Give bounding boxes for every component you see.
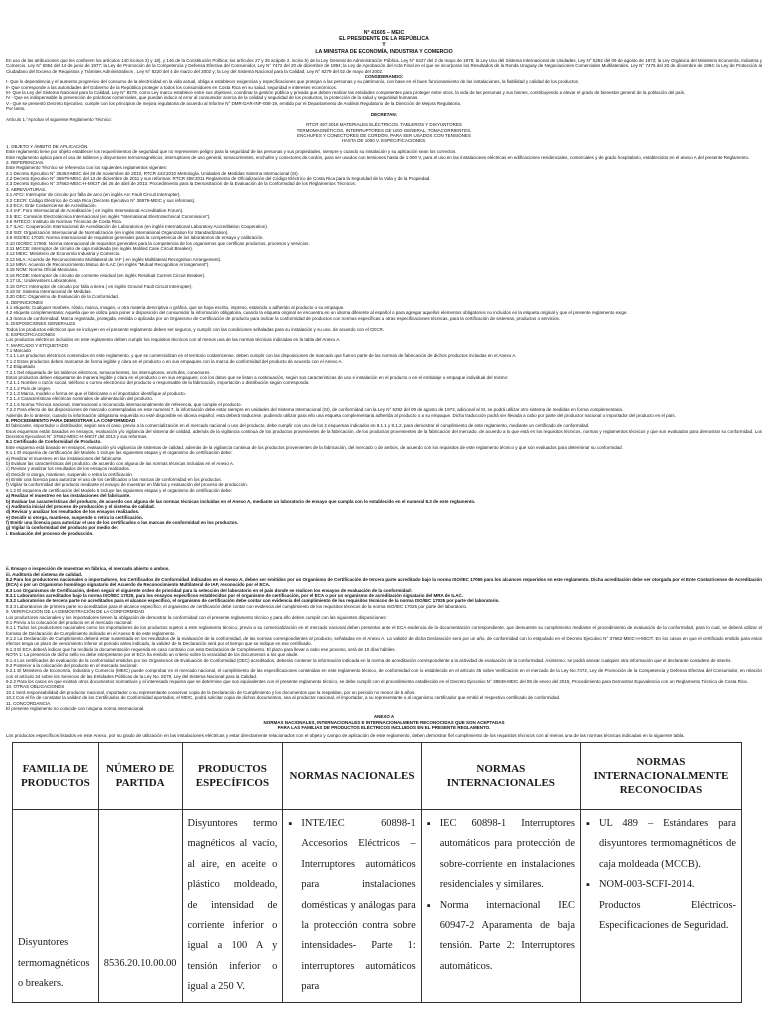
body-line: Este Reglamento Técnico se referencia con los siguientes reglamentos vigentes: xyxy=(6,165,168,171)
body-line: 7.1.2 Estos productos deben marcarse de forma legible y clara en el producto o en sus empaques con la marca de conformidad del producto de acuerdo con el Anexo A. xyxy=(6,358,343,364)
considerando-item: V.- Que se presentó Decreto Ejecutivo, cumple con los principios de mejora regulatoria de acuerdo al Informe N° DMR-DAR-INF-008-19, emitido por el Departamento de Análisis Regulatorio de la Dirección de Mejora Regulatoria. xyxy=(6,100,462,106)
body-line: c) Revisar y analizar los resultados de los ensayos realizados. xyxy=(6,466,131,472)
annex-table-header-row xyxy=(13,743,742,810)
body-line: 3.13 MLA: Acuerdo de Reconocimiento Multilateral de IAF ( en inglés Multilateral Recognition Arrangement). xyxy=(6,256,222,262)
body-line: 4.3 marca de conformidad: Marca registrada, protegida, emitida o aplicada por un Organismo de Certificación de producto para indicar la conformidad de productos con normas específicas u otras especificaciones técnicas, para la certificación de sistemas, productos o servicios. xyxy=(6,315,561,321)
body-line: Este reglamento aplica para el uso de tableros y disyuntores termomagnéticos, interruptores de uso general, tomacorrientes, enchufes y conectores de cordón, para ser usados con tensiones hasta de 1 000 V, para el uso en las instalaciones eléctricas en edificaciones residenciales, comerciales y de grado hospitalario, establecidos en el anexo A del presente Reglamento. xyxy=(6,154,750,160)
cell-familia: Disyuntores termomagnéticos o breakers. xyxy=(13,810,99,1003)
body-line: 8. PROCEDIMIENTO PARA DEMOSTRAR LA CONFORMIDAD xyxy=(6,417,136,423)
body-line: f) Emitir una licencia para autorizar el uso de los certificados o las marcas de conformidad en los productos. xyxy=(6,520,239,526)
nacional-standard-item: ▪ INTE/IEC 60898-1 Accesorios Eléctricos – Interruptores automáticos para instalaciones domésticas y análogas para la protección contra sobre intensidades- Parte 1: interruptores automáticos para xyxy=(288,814,415,998)
body-line: 8.3 Los Organismos de Certificación, deben seguir el siguiente orden de prioridad para la selección del laboratorio en el país donde se realicen los ensayos de evaluación de la conformidad: xyxy=(6,587,413,593)
body-line: 7. MARCADO Y ETIQUETADO xyxy=(6,342,69,348)
body-line: NOTA 1: La presencia de dicho sello no debe interpretarse por el ECA ha emitido un criterio sobre la veracidad de los documentos a los que alude. xyxy=(6,652,299,658)
body-line: 11. CONCORDANCIA. xyxy=(6,700,52,706)
body-line: 7.1 Marcado xyxy=(6,348,32,354)
body-line: Esos esquemas están basados en ensayos, evaluación y/o vigilancia del sistema de calidad, además de la vigilancia continua de los productos provenientes de la fabricación, de los productos provenientes de la fabricación del mercado, de acuerdo a lo que está en los requisitos técnicos, normas y reglamentos técnicos y que son evaluados para demostrar su conformidad. Los Decretos Ejecutivos N° 37662-MEIC-H-MICIT del 2013 y sus reformas. xyxy=(6,428,762,440)
recognized-standard-item-2: ▪ NOM-003-SCFI-2014. Productos Eléctricos-Especificaciones de Seguridad. xyxy=(586,875,736,936)
body-line: 4.1 etiqueta: Cualquier marbete, rótulo, marca, imagen, u otra materia descriptiva o gráfica, que se haya escrito, impreso, estarcido o adherido al producto o su empaque. xyxy=(6,305,345,311)
body-line: 10.1 Será responsabilidad del productor nacional, importador o su representante conservar copia de la Declaración de Cumplimiento y los documentos que la respaldan, por un periodo no menor de 5 años. xyxy=(6,689,416,695)
body-line: 7.2 Etiquetado xyxy=(6,364,36,370)
body-line: El fabricante, importador o distribuidor, según sea el caso, previo a la comercialización en el mercado nacional o uso del producto, debe cumplir con uno de los 2 esquemas indicados en 8.1.1 y 8.1.2, para demostrar el cumplimiento de este reglamento, mediante un certificado de conformidad. xyxy=(6,423,590,429)
body-line: 7.1.1 Los productos eléctricos contenidos en este reglamento, y que se comercializan en el territorio costarricense, deben cumplir con las disposiciones de marcado que fueron parte de las normas de fabricación de dichos productos incluidas en el Anexo A. xyxy=(6,353,517,359)
preamble-paragraph: En uso de las atribuciones que les confieren los artículos 140 incisos 3) y 18), y 146 de la Constitución Política; los artículos 27 y 28 acápite 2, inciso b) de la Ley General de Administración Pública, Ley N° 6227 del 2 de mayo de 1978; la Ley Uso del Sistema Internacional de Unidades, Ley N° 5292 del 09 de agosto de 1973; la Ley Orgánica del Ministerio Economía, Industria y Comercio, Ley N° 6054 del 14 de junio de 1977; la Ley de Promoción de la Competencia y Defensa Efectiva del Consumidor, Ley N° 7472 del 20 de diciembre de 1994; la Ley de Aprobación del Acta Final en el que se incorporan los Resultados de la Ronda Uruguay de Negociaciones Comerciales Multilaterales, Ley N° 7475 del 20 de diciembre de 1994; la Ley de Protección al Ciudadano del Exceso de Requisitos y Trámites Administrativos , Ley N° 8220 del 4 de marzo del 2002 y; la Ley del Sistema Nacional para la Calidad, Ley N° 8279 del 02 de mayo del 2002. xyxy=(6,57,762,74)
body-line: 9.2 Posterior a la colocación del producto en el mercado nacional: xyxy=(6,662,138,668)
body-line: 8.1 Certificado de Conformidad de Producto. xyxy=(6,439,102,445)
regulation-title xyxy=(6,122,762,144)
body-line: 9.1.2 La Declaración de Cumplimiento deberá estar sustentada en los resultados de la evaluación de la conformidad, de las normas correspondientes al producto, señaladas en el Anexo A. La validez de dicha Declaración será por un año, de conformidad con lo estipulado en el Decreto Ejecutivo N° 37662-MEIC-H-MICIT. En los casos en que el certificado emitido para estos efectos tenga un plazo de vencimiento inferior al periodo antes indicado, la validez de la Declaración será por el tiempo que se indique en ese certificado. xyxy=(6,636,762,647)
body-line: c) Auditoría inicial del proceso de producción y el sistema de calidad. xyxy=(6,503,155,509)
body-line: 8.1.1 El esquema de certificación del Modelo 1 incluye las siguientes etapas y el organismo de certificación debe: xyxy=(6,450,233,456)
regulation-title-line: TERMOMAGNÉTICOS, INTERRUPTORES DE USO GENERAL, TOMACORRIENTES, xyxy=(296,127,472,133)
body-line: 7.2.1.1 Nombre o razón social, teléfono o correo electrónico del producto o responsable de la fabricación, importación o distribución según corresponda. xyxy=(6,380,310,386)
annex-a-table xyxy=(12,742,742,1003)
body-line: 3.16 RCDB: Interruptor de circuito de corriente residual (en inglés Residual Current Circuit Breaker). xyxy=(6,272,206,278)
body-line: 7.2.2 Para efecto de las disposiciones de marcado contempladas en este numeral 7, la información debe estar siempre en unidades del Sistema Internacional (SI), de conformidad con la Ley N° 5292 del 09 de agosto de 1973, adicional al SI, se podrá utilizar otro sistema de medidas en forma complementaria. xyxy=(6,407,624,413)
annex-subtitle-2: PARA LAS FAMILIAS DE PRODUCTOS ELÉCTRICOS INCLUIDOS EN EL PRESENTE REGLAMENTO. xyxy=(277,725,491,731)
body-line: 3.12 MEIC: Ministerio de Economía Industria y Comercio. xyxy=(6,251,121,257)
header-familia: FAMILIA DE PRODUCTOS xyxy=(13,743,99,810)
cell-internacionales xyxy=(421,810,580,1003)
regulation-title-line: ENCHUFES Y CONECTORES DE CORDÓN, PARA SER USADOS CON TENSIONES xyxy=(297,133,471,139)
body-line: iii. Auditoría del sistema de calidad. xyxy=(6,571,83,577)
body-line: 3.5 IEC: Comisión Electrotécnica Internacional (en inglés "International Electrotechnical Commission"). xyxy=(6,213,211,219)
body-line: 7.2.1.5 Norma Técnica nacional, internacional o reconocida internacionalmente de referencia, que cumple el producto. xyxy=(6,401,242,407)
header-reconocidas: NORMAS INTERNACIONALMENTE RECONOCIDAS xyxy=(580,743,741,810)
body-line: e) Decidir si otorga, mantiene, suspende o retira la certificación. xyxy=(6,514,144,520)
header-nacionales: NORMAS NACIONALES xyxy=(283,743,421,810)
body-line: 9.1.4 Los certificados de evaluación de la conformidad emitidos por los Organismos de Evaluación de Conformidad (OEC) acreditados, deberán contener la información indicada en la norma de acreditación correspondiente a la actividad de evaluación de la conformidad. Asimismo, se podrá anexar cualquier otra información que el declarante considere de interés. xyxy=(6,657,732,663)
body-line: d) Revisar y analizar los resultados de los ensayos realizados. xyxy=(6,509,140,515)
body-line: 3.19 SI: Sistema Internacional de Medidas. xyxy=(6,288,92,294)
body-line: 7.2.1.3 Marca, modelo o forma en que el fabricante o el importador identifique al producto. xyxy=(6,391,186,397)
considerando-list xyxy=(6,79,762,111)
body-line: 3.10 ISO/IEC 17065: Norma internacional de requisitos generales para la competencia de los organismos que certifican productos, procesos y servicios. xyxy=(6,240,310,246)
article-1: Artículo 1.°Aprobar el siguiente Reglamento Técnico: xyxy=(6,116,112,122)
considerando-item: III- Que la Ley del Sistema Nacional para la Calidad, Ley N° 8279, como Ley marco establece entre sus objetivos, coordinar la gestión pública y privada que deben realizar las entidades competentes para proteger entre otros, la vida de las personas y sus bienes, contribuyendo a elevar el grado de bienestar general de la población del país. xyxy=(6,90,686,96)
regulation-body-continued xyxy=(6,566,762,711)
body-line: 3.6 INTECO: Instituto de Normas Técnicas de Costa Rica. xyxy=(6,219,122,225)
recognized-standard-item-1: ▪ UL 489 – Estándares para disyuntores termomagnéticos de caja moldeada (MCCB). xyxy=(586,814,736,875)
decree-number: N° 41605 – MEIC xyxy=(363,30,405,36)
table-row xyxy=(13,810,742,1003)
considerando-item: II- Que corresponde a las autoridades del Gobierno de la República proteger a todos los consumidores en Costa Rica en su salud, seguridad e intereses económicos. xyxy=(6,84,337,90)
body-line: b) Evaluar las características del producto, de acuerdo con alguna de las normas técnicas incluidas en el Anexo A. xyxy=(6,460,235,466)
body-line: g) Vigilar la conformidad del producto por medio de: xyxy=(6,525,119,531)
body-line: 4.2 etiqueta complementaria: Aquella que se utiliza para poner a disposición del consumidor la información obligatoria, cuando la etiqueta original se encuentra en un idioma diferente al español o para agregar aquellos elementos obligatorios no incluidos en la etiqueta original y que el presente reglamento exige. xyxy=(6,310,628,316)
body-line: 9.2.2 Para los casos en que existan otros documentos normativos y el interesado requiera que se determine que son equivalentes con el presente reglamento técnico, se debe cumplir con el procedimiento establecido en el Decreto Ejecutivo N° 38849-MEIC del 08 de enero del 2015, Procedimiento para Demostrar Equivalencia con un Reglamento Técnico de Costa Rica. xyxy=(6,679,748,685)
body-line: f) Vigilar la conformidad del producto mediante el ensayo de muestras en fábrica y evaluación del proceso de producción. xyxy=(6,482,249,488)
body-line: 3.17 UL: Underwriters Laboratories. xyxy=(6,278,78,284)
body-line: 7.2.1 Del etiquetado de los tableros eléctricos, tomacorrientes, los interruptores, enchufes, conectores. xyxy=(6,369,211,375)
international-standard-item-2: ▪ Norma internacional IEC 60947-2 Aparamenta de baja tensión. Parte 2: Interruptores automáticos. xyxy=(427,896,575,978)
body-line: 3.3 ECA: Ente Costarricense de Acreditación. xyxy=(6,202,97,208)
body-line: a) Realizar el muestreo en las instalaciones del fabricante. xyxy=(6,455,123,461)
body-line: 3.9 ISO/IEC 17025: Norma internacional de requisitos generales para la competencia de los laboratorios de ensayo y calibración. xyxy=(6,235,264,241)
cell-reconocidas xyxy=(580,810,741,1003)
body-line: Los productos eléctricos incluidos en este reglamento deben cumplir los requisitos técnicos con al menos una de las normas técnicas indicadas en la tabla del Anexo A. xyxy=(6,337,341,343)
president-line: EL PRESIDENTE DE LA REPÚBLICA xyxy=(339,36,429,43)
body-line: 3.18 GFCI: Interruptor de circuito por falla a tierra ( en inglés Ground Fault Circuit Interrupter). xyxy=(6,283,193,289)
annex-subtitle-1: NORMAS NACIONALES, INTERNACIONALES E INTERNACIONALMENTE RECONOCIDAS QUE SON ACEPTADAS xyxy=(263,719,505,725)
annex-intro: Los productos específicos listados en este Anexo, por su grado de utilización en las instalaciones eléctricas y estar directamente relacionados con el objeto y campo de aplicación de este reglamento, deben demostrar fiel cumplimiento de los requisitos técnicos con al menos una de las normas técnicas indicadas en la siguiente tabla. xyxy=(6,733,685,739)
body-line: i. Evaluación del proceso de producción. xyxy=(6,530,94,536)
body-line: 3.2 CECR: Código Eléctrico de Costa Rica (Decreto Ejecutivo N° 36979-MEIC y sus reformas). xyxy=(6,197,196,203)
body-line: 9.1.1 Todos los productores nacionales como los importadores de los productos sujetos a este reglamento técnico, previo a su comercialización en el mercado nacional deben presentar ante el ECA evidencia de la documentación correspondiente, que demuestre su cumplimiento mediante el procedimiento de evaluación de la conformidad, para lo cual, se deberá utilizar el formato de Declaración de Cumplimiento indicado en el Anexo B de este reglamento. xyxy=(6,625,762,636)
body-line: 9.1.3 El ECA deberá indicar que ha recibido la documentación requerida en caso contrario con esta Declaración de Cumplimiento. El plazo para llevar a cabo ese proceso, será de 10 días hábiles. xyxy=(6,646,396,652)
regulation-title-line: RTCR 497:2018 MATERIALES ELÉCTRICOS. TABLEROS Y DISYUNTORES xyxy=(306,122,462,128)
body-line: 10.2 Con el fin de constatar la validez de los Certificados de Conformidad aportados, el MEIC, podrá solicitar copia de dichos documentos, sea al productor nacional, el importador, a su representante o al organismo certificador que emitió el respectivo certificado de conformidad. xyxy=(6,695,561,701)
body-line: 8.3.2 Laboratorios de tercera parte no acreditados para el alcance específico, el organismo de certificación debe contar con evidencia del cumplimiento de los requisitos técnicos de la norma ISO/IEC 17025 por parte del laboratorio. xyxy=(6,598,500,604)
body-line: 2.1 Decreto Ejecutivo N° 36463-MEIC del 26 de noviembre de 2010, RTCR 443:2010 Metrología. Unidades de Medidas Sistema Internacional (SI). xyxy=(6,170,299,176)
body-line: Estos productos deben etiquetarse de manera legible y clara en el producto o en sus empaques; con los datos que se listan a continuación, según sus características de uso e instalación en el producto o en el embalaje o empaque individual del mismo: xyxy=(6,374,509,380)
body-line: a) Realizar el muestreo en las instalaciones del fabricante. xyxy=(6,493,131,499)
body-line: 8.2 Para los productores nacionales o importadores, los Certificados de Conformidad indicados en el Anexo A, deben ser emitidos por un Organismo de Certificación de tercera parte acreditado bajo la norma ISO/IEC 17065 para los alcances requeridos en este reglamento. Dicha acreditación debe ser otorgada por el Ente Costarricense de Acreditación (ECA) o por un Organismo homólogo signatario del Acuerdo de Reconocimiento Multilateral de IAF, reconocido por el ECA. xyxy=(6,576,762,588)
considerando-item: I- Que lo dependencia y el aumento progresivo del consumo de la electricidad en la vida actual, obliga a establecer exigencias y especificaciones que protejan a las personas y su patrimonio, con base en el buen funcionamiento de las instalaciones, la fiabilidad y calidad de los productos. xyxy=(6,79,580,85)
annex-title: ANEXO A xyxy=(373,714,395,720)
header-productos: PRODUCTOS ESPECÍFICOS xyxy=(182,743,283,810)
body-line: e) Emitir una licencia para autorizar el uso de los certificados o las marcas de conformidad en los productos. xyxy=(6,477,222,483)
body-line: ii. Ensayo o inspección de muestras en fábrica, el mercado abierto o ambos. xyxy=(6,566,170,572)
body-line: d) Decidir si otorga, mantiene, suspende o retira la certificación. xyxy=(6,471,134,477)
decretan-title: DECRETAN: xyxy=(370,111,398,117)
body-line: 6. ESPECIFICACIONES xyxy=(6,331,56,337)
considerando-item: Por tanto, xyxy=(6,106,26,112)
body-line: 3.14 MRA: Acuerdo de Reconocimiento Mutuo de ILAC (en inglés "Mutual Recognition Arrangement"). xyxy=(6,262,210,268)
body-line: 3.7 ILAC: Cooperación Internacional de Acreditación de Laboratorios (en inglés International Laboratory Accreditation Cooperation). xyxy=(6,224,269,230)
body-line: 3. ABREVIATURAS. xyxy=(6,186,47,192)
body-line: 4. DEFINICIONES xyxy=(6,299,44,305)
body-line: 10. OTRAS OBLIGACIONES xyxy=(6,684,65,690)
body-line: Además de lo anterior, cuando la información obligatoria requerida no esté disponible en idioma español, esta deberá traducirse, pudiendo utilizar para ello una etiqueta complementaria adherida al producto o a su empaque. Dicha traducción podrá ser llevada a cabo por parte del productor nacional o importador del producto en el país. xyxy=(6,412,676,418)
body-line: 3.4 IAF: Foro Internacional de Acreditación ( en inglés International Accreditation Forum). xyxy=(6,208,184,214)
body-line: 1. OBJETO Y ÁMBITO DE APLICACIÓN. xyxy=(6,143,89,149)
body-line: Todos los productos eléctricos que se incluyen en el presente reglamento deben ser seguros, y cumplir con las condiciones señaladas para su instalación y su uso, de acuerdo con el CECR. xyxy=(6,326,384,332)
body-line: 5. DISPOSICIONES GENERALES xyxy=(6,321,76,327)
international-standard-item-1: ▪ IEC 60898-1 Interruptores automáticos para protección de sobre-corriente en instalaciones residenciales y similares. xyxy=(427,814,575,896)
cell-productos: Disyuntores termo magnéticos al vacío, al aire, en aceite o plástico moldeado, de intensidad de corriente inferior o igual a 100 A y tensión inferior o igual a 250 V. xyxy=(182,810,283,1003)
body-line: 3.8 ISO: Organización Internacional de Normalización (en inglés International Organization for Standardization). xyxy=(6,229,229,235)
body-line: 7.2.1.4 Características eléctricas nominales de alimentación del producto. xyxy=(6,396,154,402)
body-line: 8.1.2 El esquema de certificación del Modelo 5 incluye las siguientes etapas y el organismo de certificación debe: xyxy=(6,487,233,493)
header-partida: NÚMERO DE PARTIDA xyxy=(98,743,182,810)
considerando-item: IV - Que es indispensable la prevención de prácticas comerciales, que puedan inducir al error al consumidor acerca de la calidad y seguridad de los productos, la protección de la salud y seguridad humanas. xyxy=(6,95,419,101)
body-line: 8.3.1 Laboratorios acreditados bajo la norma ISO/IEC 17025, para los ensayos específicos establecidos por el organismo de certificación, por el ECA o por un organismo de acreditación signatario del MRA de ILAC. xyxy=(6,593,464,599)
cell-nacionales xyxy=(283,810,421,1003)
decree-body xyxy=(6,58,762,739)
body-line: b) Evaluar las características del producto, de acuerdo con alguna de las normas técnicas incluidas en el Anexo A, mediante un laboratorio de ensayo que cumpla con lo establecido en el numeral 8.3 de este reglamento. xyxy=(6,498,476,504)
and-line: Y xyxy=(382,42,386,49)
body-line: 2. REFERENCIAS. xyxy=(6,159,45,165)
minister-line: LA MINISTRA DE ECONOMÍA, INDUSTRIA Y COMERCIO xyxy=(315,48,453,55)
body-line: 8.3.3 Laboratorios de primera parte no acreditados para el alcance específico, el organismo de certificación debe contar con evidencia del cumplimiento de los requisitos técnicos de la norma ISO/IEC 17025 por parte del laboratorio. xyxy=(6,603,468,609)
regulation-body xyxy=(6,144,762,536)
body-line: 3.11 MCCB: Interruptor de circuito de caja moldeada (en inglés Molded Case Circuit Breaker). xyxy=(6,245,194,251)
regulation-title-line: HASTA DE 1000 V. ESPECIFICACIONES. xyxy=(341,138,427,144)
body-line: 7.2.1.2 País de origen. xyxy=(6,385,52,391)
body-line: Este reglamento tiene por objeto establecer los requerimientos de seguridad que no representen peligro para la seguridad de las personas y sus propiedades, siempre y cuando su instalación y su aplicación sean los correctos. xyxy=(6,149,457,155)
body-line: 9.1 Previo a la colocación del producto en el mercado nacional: xyxy=(6,619,133,625)
body-line: 2.3 Decreto Ejecutivo N° 37662-MEIC-H-MICIT del 26 de abril de 2013. Procedimiento para la Demostración de la Evaluación de la Conformidad de los Reglamentos Técnicos. xyxy=(6,181,357,187)
cell-partida: 8536.20.10.00.00 xyxy=(98,810,182,1003)
body-line: 3.20 OEC: Organismo de Evaluación de la Conformidad. xyxy=(6,294,120,300)
body-line: 3.1 AFCI: Interruptor de circuito por falla de arco (en inglés Arc Fault Circuit Interrupter). xyxy=(6,192,181,198)
header-internacionales: NORMAS INTERNACIONALES xyxy=(421,743,580,810)
body-line: El presente reglamento no coincide con ninguna norma internacional. xyxy=(6,705,145,711)
body-line: 9.2.1 El Ministerio de Economía, Industria y Comercio (MEIC) puede comprobar en el mercado nacional, el cumplimiento de las especificaciones contenidas en este reglamento técnico, de conformidad con lo establecido en el artículo 45 sobre Verificación en el mercado de la Ley No.7472, Ley de Promoción de la Competencia y Defensa Efectiva del Consumidor, en relación con el artículo 34 sobre los Servicios de las Entidades Públicas de la Ley No. 8279, Ley del Sistema Nacional para la Calidad. xyxy=(6,668,762,679)
decree-header xyxy=(6,30,762,55)
body-line: Este esquema está basado en ensayos, evaluación y/o vigilancia de sistemas de calidad, además de la vigilancia continua de los productos provenientes de la fabricación, del mercado o de ambos, de acuerdo con los requisitos de este reglamento técnico y que son evaluados para determinar su conformidad. xyxy=(6,444,623,450)
body-line: 3.15 NOM: Norma Oficial Mexicana. xyxy=(6,267,79,273)
considerando-title: CONSIDERANDO: xyxy=(364,73,404,79)
body-line: Los productores nacionales y los importadores tienen la obligación de demostrar la conformidad con el presente reglamento técnico y para ello deben cumplir con las siguientes disposiciones: xyxy=(6,614,387,620)
body-line: 2.2 Decreto Ejecutivo N° 36979-MEIC del 13 de diciembre de 2011 y sus reformas: RTCR 458:2011 Reglamento de Oficialización del Código Eléctrico de Costa Rica para la Seguridad de la Vida y de la Propiedad. xyxy=(6,176,431,182)
body-line: 9. VERIFICACIÓN DE LA DEMOSTRACIÓN DE LA CONFORMIDAD xyxy=(6,609,145,615)
